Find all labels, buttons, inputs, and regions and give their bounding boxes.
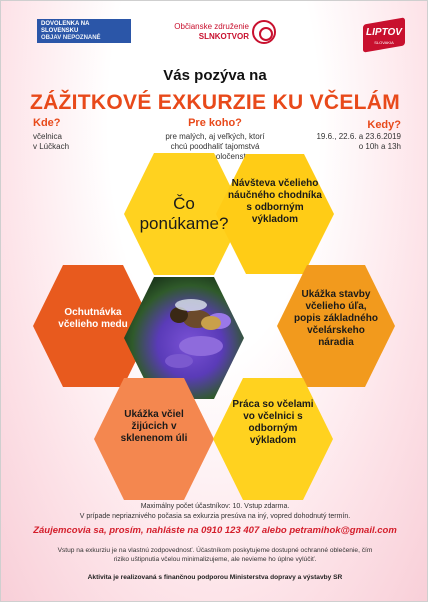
where-line: v Lúčkach — [33, 142, 70, 151]
support-note: Aktivita je realizovaná s finančnou podporou Ministerstva dopravy a výstavby SR — [87, 574, 343, 581]
hex-hive-text: Ukážka stavby včelieho úľa, popis základného včelárskeho náradia — [294, 289, 378, 348]
hex-trail-text: Návšteva včelieho náučného chodníka s odborným výkladom — [228, 178, 322, 225]
where-line: včelnica — [33, 132, 62, 141]
page-title: ZÁŽITKOVÉ EXKURZIE KU VČELÁM — [29, 91, 401, 114]
logo-left-line1: DOVOLENKA NA — [41, 21, 90, 27]
contact-line: Záujemcovia sa, prosím, nahláste na 0910 123 407 alebo petramihok@gmail.com — [33, 525, 397, 536]
who-label: Pre koho? — [188, 117, 242, 129]
when-line: o 10h a 13h — [358, 142, 401, 151]
where-label: Kde? — [33, 117, 61, 129]
logo-left-line2: SLOVENSKU — [41, 28, 79, 34]
logo-left-line3: OBJAV NEPOZNANÉ — [41, 35, 101, 41]
responsibility-note — [21, 546, 409, 564]
hex-glass-text: Ukážka včiel žijúcich v sklenenom úli — [120, 409, 188, 444]
who-line: chcú poodhaliť tajomstvá — [170, 142, 260, 151]
slnkotvor-line2: SLNKOTVOR — [198, 32, 249, 41]
who-line: pre malých, aj veľkých, ktorí — [165, 132, 265, 141]
invite-text: Vás pozýva na — [163, 67, 267, 84]
hex-work-text: Práca so včelami vo včelnici s odborným výkladom — [232, 399, 314, 446]
responsibility-line: riziko uštipnutia včelou minimalizujeme, ale nevieme ho úplne vylúčiť. — [113, 556, 317, 563]
who-line: spoločenstva — [207, 152, 255, 161]
responsibility-line: Vstup na exkurziu je na vlastnú zodpovednosť. Účastníkom poskytujeme dostupné ochranné oblečenie, čím — [57, 547, 373, 554]
when-line: 19.6., 22.6. a 23.6.2019 — [316, 132, 401, 141]
when-label: Kedy? — [367, 119, 401, 131]
slnkotvor-line1: Občianske združenie — [174, 22, 249, 31]
hex-tasting-text: Ochutnávka včelieho medu — [58, 307, 128, 330]
liptov-sub: SLOVAKIA — [374, 40, 394, 45]
participants-note: Maximálny počet účastníkov: 10. Vstup zdarma. — [140, 503, 290, 510]
liptov-name: LIPTOV — [366, 27, 402, 38]
hex-offer-text: Čo ponúkame? — [139, 194, 229, 233]
weather-note: V prípade nepriaznivého počasia sa exkurzia presúva na iný, vopred dohodnutý termín. — [79, 513, 351, 520]
